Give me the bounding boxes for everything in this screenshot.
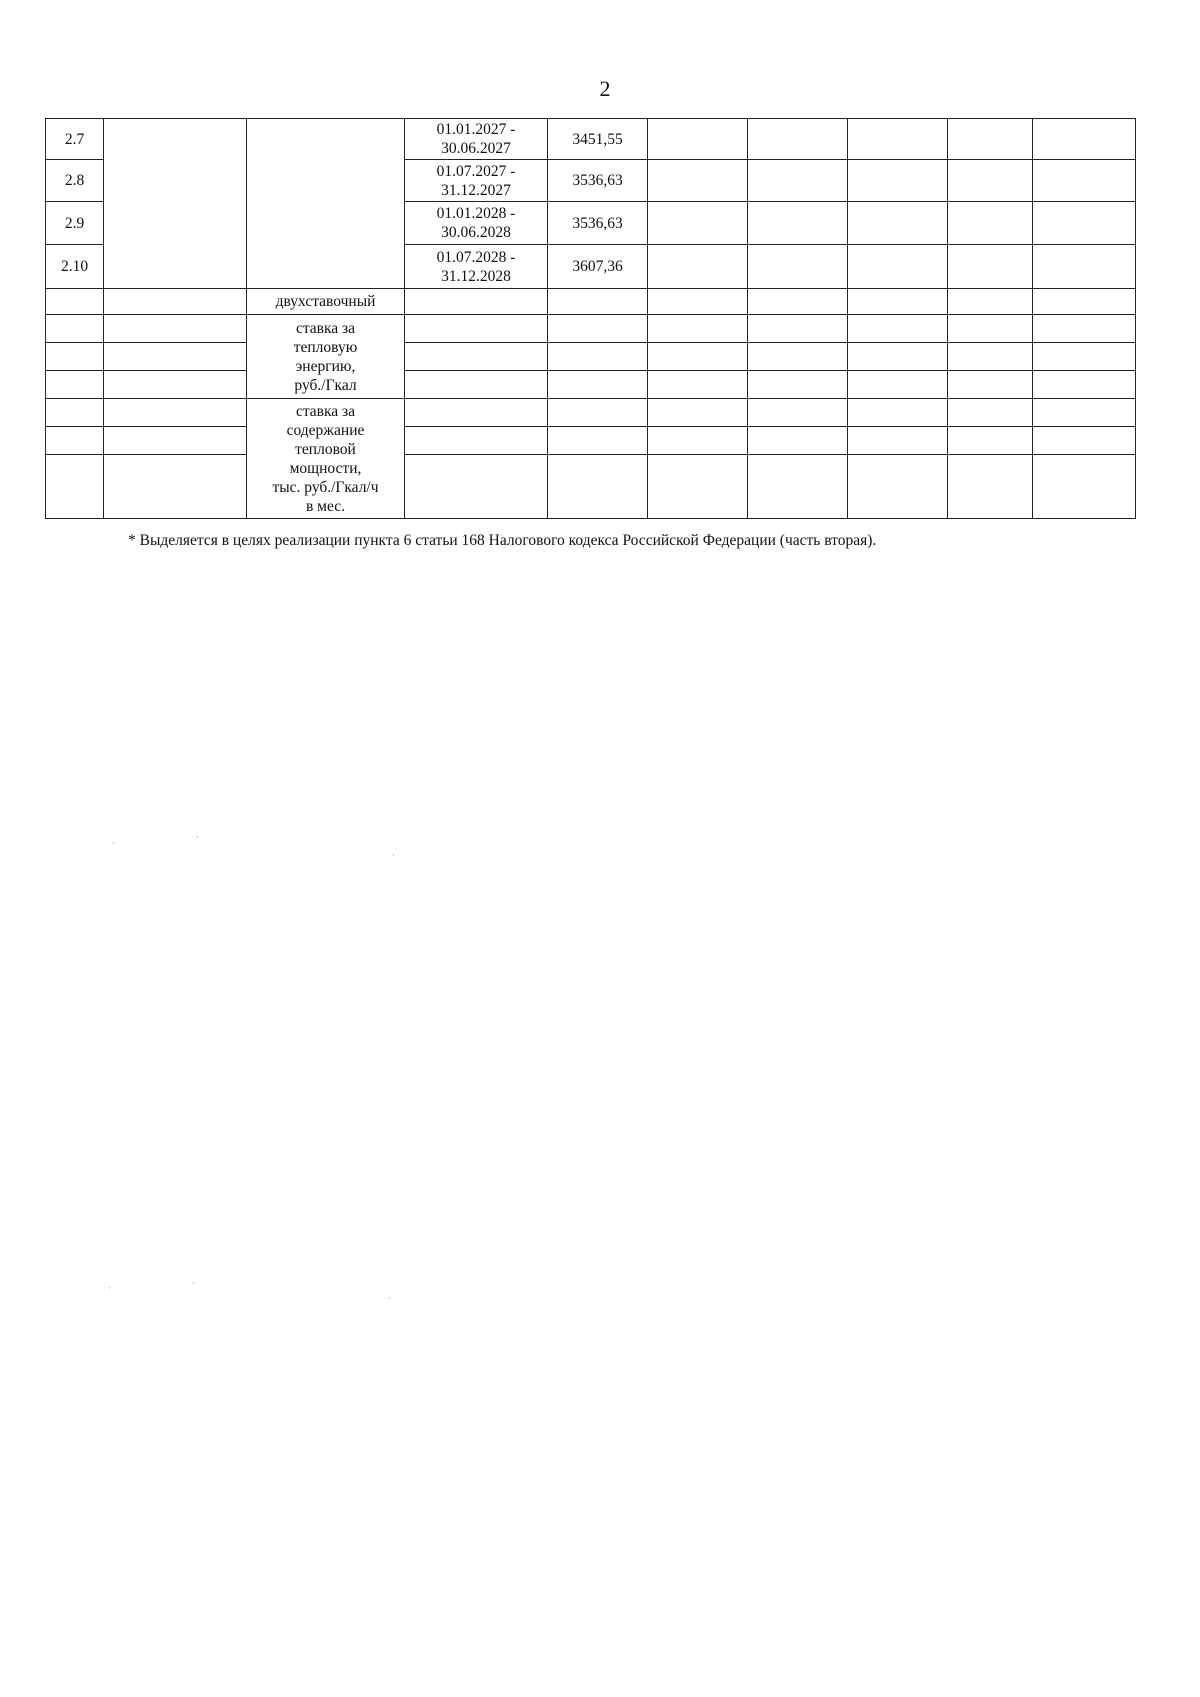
empty-cell — [948, 289, 1033, 315]
tariff-value: 3607,36 — [548, 245, 648, 289]
empty-cell — [948, 119, 1033, 160]
empty-cell — [648, 399, 748, 427]
empty-cell — [648, 427, 748, 455]
scan-speck: · — [112, 838, 115, 848]
empty-cell — [948, 427, 1033, 455]
empty-cell — [848, 315, 948, 343]
empty-cell — [648, 315, 748, 343]
empty-cell — [1033, 160, 1136, 202]
empty-cell — [748, 343, 848, 371]
period-start: 01.01.2027 - — [436, 121, 516, 138]
empty-cell — [548, 343, 648, 371]
empty-cell — [1033, 427, 1136, 455]
empty-cell — [1033, 399, 1136, 427]
empty-cell — [948, 315, 1033, 343]
empty-cell — [548, 455, 648, 519]
empty-cell — [46, 289, 104, 315]
empty-cell — [648, 160, 748, 202]
empty-cell — [848, 202, 948, 245]
empty-cell — [948, 245, 1033, 289]
period-start: 01.07.2027 - — [436, 162, 516, 180]
table-row — [46, 343, 1136, 371]
empty-cell — [648, 371, 748, 399]
empty-cell — [46, 399, 104, 427]
empty-cell — [848, 245, 948, 289]
empty-cell — [405, 371, 548, 399]
empty-cell — [46, 371, 104, 399]
empty-cell — [748, 160, 848, 202]
empty-cell — [848, 427, 948, 455]
empty-cell — [648, 343, 748, 371]
tariff-value: 3451,55 — [548, 119, 648, 160]
empty-cell — [648, 289, 748, 315]
empty-cell — [104, 315, 247, 343]
empty-cell — [548, 315, 648, 343]
period-end: 30.06.2027 — [441, 140, 511, 157]
energy-rate-label: ставка за тепловую энергию, руб./Гкал — [247, 315, 405, 399]
empty-cell — [948, 343, 1033, 371]
capacity-rate-label: ставка за содержание тепловой мощности, тыс. руб./Гкал/ч в мес. — [247, 399, 405, 519]
empty-cell — [104, 119, 247, 289]
empty-cell — [748, 119, 848, 160]
empty-cell — [748, 202, 848, 245]
empty-cell — [848, 119, 948, 160]
empty-cell — [1033, 371, 1136, 399]
empty-cell — [46, 315, 104, 343]
empty-cell — [948, 399, 1033, 427]
period-end: 31.12.2027 — [441, 181, 511, 199]
empty-cell — [104, 343, 247, 371]
two-part-label: двухставочный — [247, 289, 405, 315]
empty-cell — [405, 289, 548, 315]
table-row — [46, 427, 1136, 455]
empty-cell — [1033, 245, 1136, 289]
period-cell — [405, 202, 548, 245]
period-start: 01.01.2028 - — [436, 205, 516, 222]
empty-cell — [405, 315, 548, 343]
empty-cell — [1033, 343, 1136, 371]
table-row — [46, 371, 1136, 399]
empty-cell — [948, 455, 1033, 519]
empty-cell — [948, 160, 1033, 202]
empty-cell — [405, 343, 548, 371]
empty-cell — [748, 315, 848, 343]
page-number: 2 — [599, 76, 611, 101]
empty-cell — [848, 289, 948, 315]
empty-cell — [648, 202, 748, 245]
empty-cell — [46, 427, 104, 455]
empty-cell — [104, 399, 247, 427]
empty-cell — [748, 427, 848, 455]
empty-cell — [46, 343, 104, 371]
table-row — [46, 455, 1136, 519]
empty-cell — [848, 343, 948, 371]
empty-cell — [1033, 455, 1136, 519]
empty-cell — [948, 371, 1033, 399]
scan-speck: · — [388, 1293, 391, 1303]
scan-speck: · — [108, 1283, 111, 1293]
period-cell — [405, 119, 548, 160]
empty-cell — [104, 289, 247, 315]
footnote: * Выделяется в целях реализации пункта 6 статьи 168 Налогового кодекса Российской Федерации (часть вторая). — [128, 532, 877, 549]
empty-cell — [548, 399, 648, 427]
empty-cell — [247, 119, 405, 289]
period-start: 01.07.2028 - — [436, 248, 516, 266]
empty-cell — [848, 455, 948, 519]
empty-cell — [548, 427, 648, 455]
table-row — [46, 399, 1136, 427]
empty-cell — [948, 202, 1033, 245]
empty-cell — [548, 289, 648, 315]
empty-cell — [1033, 119, 1136, 160]
row-number: 2.9 — [46, 202, 104, 245]
period-cell — [405, 245, 548, 289]
empty-cell — [848, 399, 948, 427]
table-row — [46, 289, 1136, 315]
row-number: 2.8 — [46, 160, 104, 202]
empty-cell — [104, 455, 247, 519]
empty-cell — [748, 455, 848, 519]
empty-cell — [1033, 289, 1136, 315]
empty-cell — [1033, 202, 1136, 245]
row-number: 2.10 — [46, 245, 104, 289]
period-end: 31.12.2028 — [441, 267, 511, 285]
tariff-value: 3536,63 — [548, 160, 648, 202]
empty-cell — [648, 455, 748, 519]
empty-cell — [648, 119, 748, 160]
empty-cell — [405, 399, 548, 427]
tariff-table — [45, 118, 1136, 519]
empty-cell — [848, 371, 948, 399]
empty-cell — [648, 245, 748, 289]
empty-cell — [848, 160, 948, 202]
scan-speck: · — [392, 850, 395, 860]
scan-speck: · — [192, 1278, 195, 1288]
empty-cell — [748, 245, 848, 289]
tariff-value: 3536,63 — [548, 202, 648, 245]
empty-cell — [548, 371, 648, 399]
scan-speck: · — [196, 832, 199, 842]
empty-cell — [104, 371, 247, 399]
empty-cell — [748, 399, 848, 427]
empty-cell — [104, 427, 247, 455]
table-row — [46, 315, 1136, 343]
empty-cell — [405, 427, 548, 455]
table-row — [46, 119, 1136, 160]
row-number: 2.7 — [46, 119, 104, 160]
empty-cell — [748, 371, 848, 399]
empty-cell — [46, 455, 104, 519]
period-cell — [405, 160, 548, 202]
empty-cell — [405, 455, 548, 519]
empty-cell — [748, 289, 848, 315]
empty-cell — [1033, 315, 1136, 343]
period-end: 30.06.2028 — [441, 224, 511, 241]
